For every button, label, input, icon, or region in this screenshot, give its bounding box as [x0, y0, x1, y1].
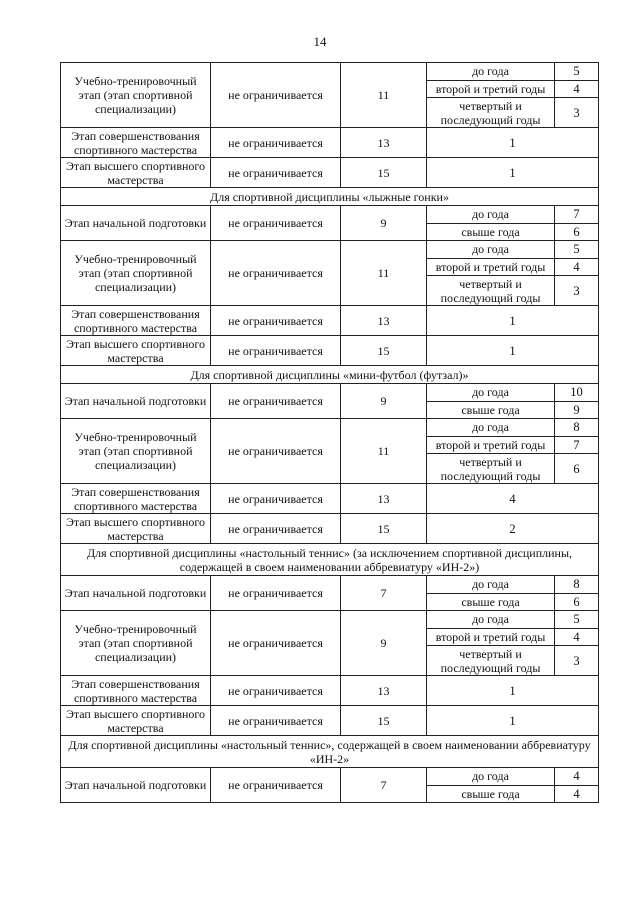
table-row [61, 611, 599, 629]
section-title: Для спортивной дисциплины «настольный теннис» (за исключением спортивной дисциплины, содержащей в своем наименовании аббревиатуру «ИН-2») [61, 544, 599, 576]
year-label: свыше года [427, 593, 555, 611]
min-age: 11 [341, 241, 427, 306]
min-age: 9 [341, 206, 427, 241]
duration: не ограничивается [211, 336, 341, 366]
min-age: 13 [341, 676, 427, 706]
duration: не ограничивается [211, 128, 341, 158]
group-count: 4 [427, 484, 599, 514]
table-row [61, 514, 599, 544]
min-age: 15 [341, 514, 427, 544]
page-number: 14 [313, 34, 327, 49]
year-label: до года [427, 768, 555, 786]
duration: не ограничивается [211, 241, 341, 306]
stage-name: Учебно-тренировочный этап (этап спортивной специализации) [61, 419, 211, 484]
duration: не ограничивается [211, 419, 341, 484]
table-row [61, 241, 599, 259]
year-label: второй и третий годы [427, 80, 555, 98]
year-label: до года [427, 206, 555, 224]
table-row [61, 384, 599, 402]
duration: не ограничивается [211, 768, 341, 803]
table-row [61, 158, 599, 188]
table-row [61, 706, 599, 736]
duration: не ограничивается [211, 706, 341, 736]
table-row [61, 306, 599, 336]
stage-name: Этап совершенствования спортивного мастерства [61, 484, 211, 514]
min-age: 9 [341, 611, 427, 676]
stage-name: Этап совершенствования спортивного мастерства [61, 676, 211, 706]
table-row [61, 576, 599, 594]
table-row [61, 336, 599, 366]
table-row [61, 484, 599, 514]
stage-name: Этап высшего спортивного мастерства [61, 706, 211, 736]
duration: не ограничивается [211, 158, 341, 188]
min-age: 15 [341, 158, 427, 188]
group-count: 4 [555, 785, 599, 803]
group-count: 1 [427, 158, 599, 188]
table-row [61, 128, 599, 158]
section-heading-row [61, 736, 599, 768]
table-row [61, 768, 599, 786]
year-label: свыше года [427, 223, 555, 241]
group-count: 7 [555, 206, 599, 224]
min-age: 9 [341, 384, 427, 419]
year-label: до года [427, 63, 555, 81]
group-count: 2 [427, 514, 599, 544]
year-label: свыше года [427, 785, 555, 803]
group-count: 9 [555, 401, 599, 419]
year-label: до года [427, 576, 555, 594]
stage-name: Этап совершенствования спортивного мастерства [61, 306, 211, 336]
duration: не ограничивается [211, 63, 341, 128]
stage-name: Этап высшего спортивного мастерства [61, 336, 211, 366]
group-count: 3 [555, 98, 599, 128]
group-count: 8 [555, 419, 599, 437]
stage-name: Этап начальной подготовки [61, 768, 211, 803]
year-label: второй и третий годы [427, 436, 555, 454]
group-count: 1 [427, 306, 599, 336]
stage-name: Этап высшего спортивного мастерства [61, 158, 211, 188]
table-row [61, 206, 599, 224]
group-count: 1 [427, 706, 599, 736]
group-count: 1 [427, 336, 599, 366]
stage-name: Этап начальной подготовки [61, 206, 211, 241]
min-age: 7 [341, 768, 427, 803]
year-label: второй и третий годы [427, 628, 555, 646]
stage-name: Этап высшего спортивного мастерства [61, 514, 211, 544]
year-label: четвертый и последующий годы [427, 646, 555, 676]
group-count: 5 [555, 241, 599, 259]
section-title: Для спортивной дисциплины «настольный теннис», содержащей в своем наименовании аббревиатуру «ИН-2» [61, 736, 599, 768]
group-count: 3 [555, 276, 599, 306]
min-age: 13 [341, 306, 427, 336]
min-age: 15 [341, 706, 427, 736]
group-count: 4 [555, 628, 599, 646]
section-title: Для спортивной дисциплины «лыжные гонки» [61, 188, 599, 206]
year-label: четвертый и последующий годы [427, 276, 555, 306]
duration: не ограничивается [211, 676, 341, 706]
section-heading-row [61, 366, 599, 384]
section-heading-row [61, 188, 599, 206]
group-count: 1 [427, 676, 599, 706]
stage-name: Учебно-тренировочный этап (этап спортивной специализации) [61, 241, 211, 306]
group-count: 3 [555, 646, 599, 676]
min-age: 13 [341, 128, 427, 158]
stage-name: Учебно-тренировочный этап (этап спортивной специализации) [61, 63, 211, 128]
stage-name: Этап начальной подготовки [61, 576, 211, 611]
year-label: четвертый и последующий годы [427, 454, 555, 484]
table-row [61, 419, 599, 437]
year-label: до года [427, 241, 555, 259]
table-row [61, 63, 599, 81]
section-title: Для спортивной дисциплины «мини-футбол (футзал)» [61, 366, 599, 384]
duration: не ограничивается [211, 611, 341, 676]
year-label: четвертый и последующий годы [427, 98, 555, 128]
stage-name: Этап совершенствования спортивного мастерства [61, 128, 211, 158]
duration: не ограничивается [211, 306, 341, 336]
year-label: до года [427, 384, 555, 402]
section-heading-row [61, 544, 599, 576]
min-age: 11 [341, 63, 427, 128]
group-count: 7 [555, 436, 599, 454]
year-label: до года [427, 419, 555, 437]
group-count: 10 [555, 384, 599, 402]
group-count: 4 [555, 80, 599, 98]
duration: не ограничивается [211, 206, 341, 241]
min-age: 13 [341, 484, 427, 514]
table-row [61, 676, 599, 706]
duration: не ограничивается [211, 514, 341, 544]
group-count: 1 [427, 128, 599, 158]
duration: не ограничивается [211, 484, 341, 514]
group-count: 8 [555, 576, 599, 594]
group-count: 5 [555, 611, 599, 629]
year-label: второй и третий годы [427, 258, 555, 276]
stage-name: Учебно-тренировочный этап (этап спортивной специализации) [61, 611, 211, 676]
year-label: свыше года [427, 401, 555, 419]
requirements-table [60, 62, 599, 803]
year-label: до года [427, 611, 555, 629]
min-age: 15 [341, 336, 427, 366]
stage-name: Этап начальной подготовки [61, 384, 211, 419]
group-count: 6 [555, 454, 599, 484]
group-count: 6 [555, 223, 599, 241]
duration: не ограничивается [211, 384, 341, 419]
min-age: 7 [341, 576, 427, 611]
group-count: 6 [555, 593, 599, 611]
min-age: 11 [341, 419, 427, 484]
duration: не ограничивается [211, 576, 341, 611]
group-count: 5 [555, 63, 599, 81]
group-count: 4 [555, 768, 599, 786]
group-count: 4 [555, 258, 599, 276]
